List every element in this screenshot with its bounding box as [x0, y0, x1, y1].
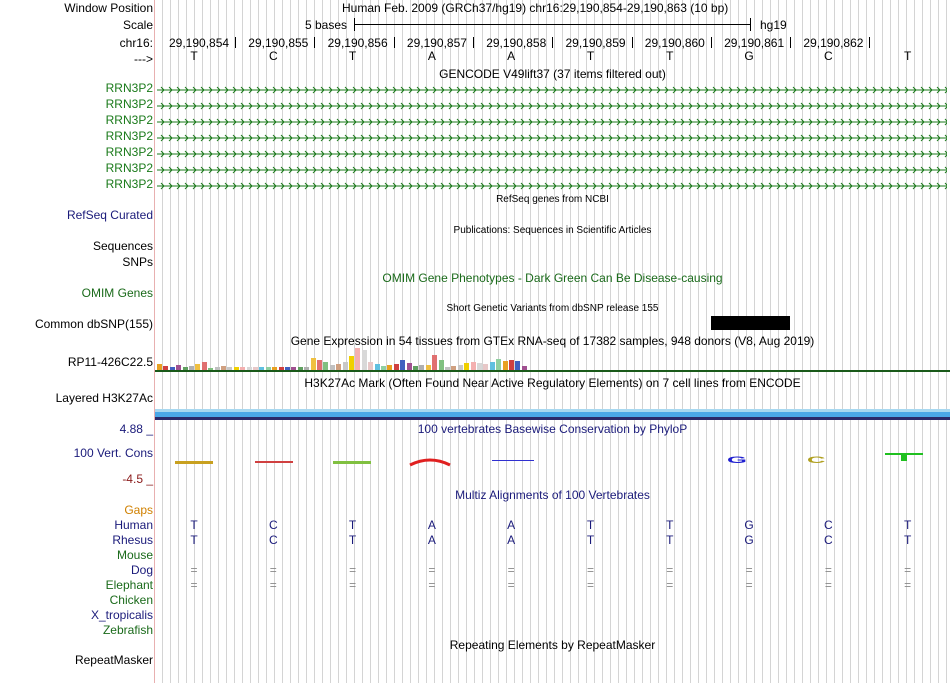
multiz-title: Multiz Alignments of 100 Vertebrates	[455, 488, 650, 502]
repeatmasker-label[interactable]: RepeatMasker	[74, 653, 153, 667]
alignment-base: A	[427, 533, 436, 547]
base-letter: T	[904, 49, 912, 63]
gene-model[interactable]	[157, 164, 947, 174]
gaps-label[interactable]: Gaps	[124, 503, 153, 517]
publications-title: Publications: Sequences in Scientific Articles	[453, 225, 652, 236]
chrom-label: chr16:	[119, 36, 153, 50]
alignment-base: G	[744, 518, 754, 532]
gtex-bar[interactable]	[202, 362, 207, 370]
alignment-base: C	[824, 518, 833, 532]
alignment-base: T	[904, 518, 912, 532]
gtex-bar[interactable]	[471, 362, 476, 370]
alignment-base: =	[190, 563, 198, 577]
h3k27ac-signal-base	[155, 417, 950, 420]
species-label[interactable]: Rhesus	[112, 533, 153, 547]
coordinate-label: 29,190,860	[644, 36, 705, 50]
gtex-bar[interactable]	[503, 361, 508, 370]
phylop-mark-4	[410, 460, 450, 465]
gtex-bar[interactable]	[490, 362, 495, 370]
dbsnp-variant-block[interactable]	[711, 316, 790, 330]
species-label[interactable]: Elephant	[105, 578, 153, 592]
alignment-base: G	[744, 533, 754, 547]
alignment-base: =	[349, 578, 357, 592]
gene-model[interactable]	[157, 180, 947, 190]
gene-model[interactable]	[157, 132, 947, 142]
alignment-base: =	[507, 578, 515, 592]
gtex-gene-label[interactable]: RP11-426C22.5	[67, 355, 153, 369]
alignment-base: T	[666, 518, 674, 532]
phylop-mark-5	[492, 460, 534, 461]
base-letter: C	[824, 49, 833, 63]
species-label[interactable]: Chicken	[109, 593, 153, 607]
refseq-title: RefSeq genes from NCBI	[496, 194, 609, 205]
phylop-mark-c: C	[806, 455, 826, 466]
alignment-base: A	[427, 518, 436, 532]
alignment-base: T	[666, 533, 674, 547]
coordinate-tick	[235, 37, 236, 48]
base-letter: T	[348, 49, 357, 63]
gencode-title: GENCODE V49lift37 (37 items filtered out)	[439, 67, 666, 81]
phylop-label[interactable]: 100 Vert. Cons	[73, 446, 153, 460]
alignment-base: A	[507, 518, 516, 532]
phylop-title: 100 vertebrates Basewise Conservation by PhyloP	[417, 422, 688, 436]
gene-label[interactable]: RRN3P2	[105, 113, 153, 127]
gtex-title: Gene Expression in 54 tissues from GTEx RNA-seq of 17382 samples, 948 donors (V8, Aug 2019)	[290, 334, 815, 348]
window-position-label: Window Position	[64, 1, 153, 15]
gtex-bar[interactable]	[343, 362, 348, 370]
alignment-base: =	[666, 563, 674, 577]
alignment-base: T	[586, 518, 595, 532]
gtex-bar[interactable]	[407, 363, 412, 370]
alignment-base: T	[190, 518, 198, 532]
assembly-label: hg19	[760, 18, 787, 32]
refseq-label[interactable]: RefSeq Curated	[66, 208, 153, 222]
phylop-mark-2	[255, 461, 293, 463]
alignment-base: =	[507, 563, 515, 577]
coordinate-label: 29,190,855	[248, 36, 309, 50]
alignment-base: T	[190, 533, 198, 547]
h3k27ac-label[interactable]: Layered H3K27Ac	[55, 391, 153, 405]
species-label[interactable]: Mouse	[116, 548, 153, 562]
species-label[interactable]: Dog	[130, 563, 153, 577]
coordinate-tick	[869, 37, 870, 48]
alignment-base: =	[745, 578, 753, 592]
scale-bar-left-tick	[354, 18, 355, 31]
coordinate-label: 29,190,862	[803, 36, 864, 50]
gtex-bar[interactable]	[477, 363, 482, 370]
species-label[interactable]: X_tropicalis	[90, 608, 153, 622]
repeatmasker-title: Repeating Elements by RepeatMasker	[449, 638, 656, 652]
alignment-base: C	[268, 533, 278, 547]
gtex-bar[interactable]	[355, 348, 360, 370]
gene-label[interactable]: RRN3P2	[105, 129, 153, 143]
alignment-base: =	[904, 578, 912, 592]
scale-label: Scale	[122, 18, 153, 32]
base-letter: A	[507, 49, 516, 63]
coordinate-label: 29,190,856	[327, 36, 388, 50]
gtex-bar[interactable]	[515, 361, 520, 370]
gene-model[interactable]	[157, 148, 947, 158]
alignment-base: T	[348, 518, 357, 532]
base-letter: G	[744, 49, 754, 63]
h3k27ac-title: H3K27Ac Mark (Often Found Near Active Regulatory Elements) on 7 cell lines from ENCODE	[304, 376, 801, 390]
phylop-mark-t-stem	[901, 453, 907, 461]
gene-label[interactable]: RRN3P2	[105, 177, 153, 191]
alignment-base: =	[428, 578, 436, 592]
gtex-gene-line	[155, 370, 950, 372]
coordinate-label: 29,190,859	[565, 36, 626, 50]
alignment-base: =	[824, 578, 832, 592]
coordinate-label: 29,190,854	[169, 36, 230, 50]
scale-text: 5 bases	[305, 18, 348, 32]
gtex-bar[interactable]	[439, 360, 444, 370]
position-text: Human Feb. 2009 (GRCh37/hg19) chr16:29,190,854-29,190,863 (10 bp)	[342, 1, 729, 15]
coordinate-tick	[790, 37, 791, 48]
phylop-mark-3	[333, 461, 371, 464]
alignment-base: T	[586, 533, 595, 547]
alignment-base: =	[666, 578, 674, 592]
gtex-bar[interactable]	[432, 355, 437, 370]
alignment-base: A	[507, 533, 516, 547]
alignment-base: =	[269, 578, 277, 592]
publications-snps-label[interactable]: SNPs	[122, 255, 153, 269]
omim-title: OMIM Gene Phenotypes - Dark Green Can Be Disease-causing	[382, 271, 723, 285]
phylop-min: -4.5 _	[122, 472, 153, 486]
gtex-bar[interactable]	[323, 362, 328, 370]
scale-bar-right-tick	[750, 18, 751, 31]
coordinate-tick	[314, 37, 315, 48]
base-letter: T	[190, 49, 198, 63]
coordinate-tick	[632, 37, 633, 48]
species-label[interactable]: Zebrafish	[102, 623, 153, 637]
gene-label[interactable]: RRN3P2	[105, 81, 153, 95]
phylop-max: 4.88 _	[119, 422, 153, 436]
h3k27ac-signal-top	[155, 409, 950, 412]
dbsnp-label[interactable]: Common dbSNP(155)	[34, 317, 153, 331]
coordinate-label: 29,190,861	[724, 36, 785, 50]
alignment-base: C	[268, 518, 278, 532]
base-letter: T	[666, 49, 674, 63]
gtex-bar[interactable]	[311, 358, 316, 370]
gene-model[interactable]	[157, 116, 947, 126]
gtex-bar[interactable]	[464, 363, 469, 370]
publications-sequences-label[interactable]: Sequences	[92, 239, 153, 253]
coordinate-label: 29,190,858	[486, 36, 547, 50]
alignment-base: =	[428, 563, 436, 577]
coordinate-tick	[473, 37, 474, 48]
gtex-bar[interactable]	[400, 360, 405, 370]
alignment-base: =	[824, 563, 832, 577]
coordinate-tick	[552, 37, 553, 48]
dbsnp-title: Short Genetic Variants from dbSNP release 155	[446, 303, 659, 314]
gtex-bar[interactable]	[496, 359, 501, 370]
gtex-bar[interactable]	[317, 360, 322, 370]
gene-label[interactable]: RRN3P2	[105, 97, 153, 111]
alignment-base: =	[586, 563, 594, 577]
gtex-bar[interactable]	[349, 356, 354, 370]
base-letter: A	[427, 49, 436, 63]
omim-label[interactable]: OMIM Genes	[81, 286, 153, 300]
gtex-bar[interactable]	[368, 362, 373, 370]
alignment-base: =	[586, 578, 594, 592]
alignment-base: T	[348, 533, 357, 547]
phylop-mark-1	[175, 461, 213, 464]
alignment-base: =	[904, 563, 912, 577]
base-letter: T	[586, 49, 595, 63]
gtex-bar[interactable]	[509, 360, 514, 370]
base-letter: C	[268, 49, 278, 63]
gene-model[interactable]	[157, 100, 947, 110]
gene-model[interactable]	[157, 84, 947, 94]
phylop-logo[interactable]	[155, 440, 950, 475]
coordinate-tick	[711, 37, 712, 48]
phylop-mark-g: G	[727, 455, 747, 466]
gene-label[interactable]: RRN3P2	[105, 161, 153, 175]
scale-bar	[354, 24, 751, 25]
alignment-base: =	[190, 578, 198, 592]
alignment-base: =	[745, 563, 753, 577]
coordinate-label: 29,190,857	[406, 36, 467, 50]
strand-label: --->	[134, 52, 153, 66]
alignment-base: C	[824, 533, 833, 547]
alignment-base: =	[269, 563, 277, 577]
alignment-base: T	[904, 533, 912, 547]
species-label[interactable]: Human	[114, 518, 153, 532]
gene-label[interactable]: RRN3P2	[105, 145, 153, 159]
alignment-base: =	[349, 563, 357, 577]
coordinate-tick	[394, 37, 395, 48]
gtex-bar[interactable]	[362, 350, 367, 370]
